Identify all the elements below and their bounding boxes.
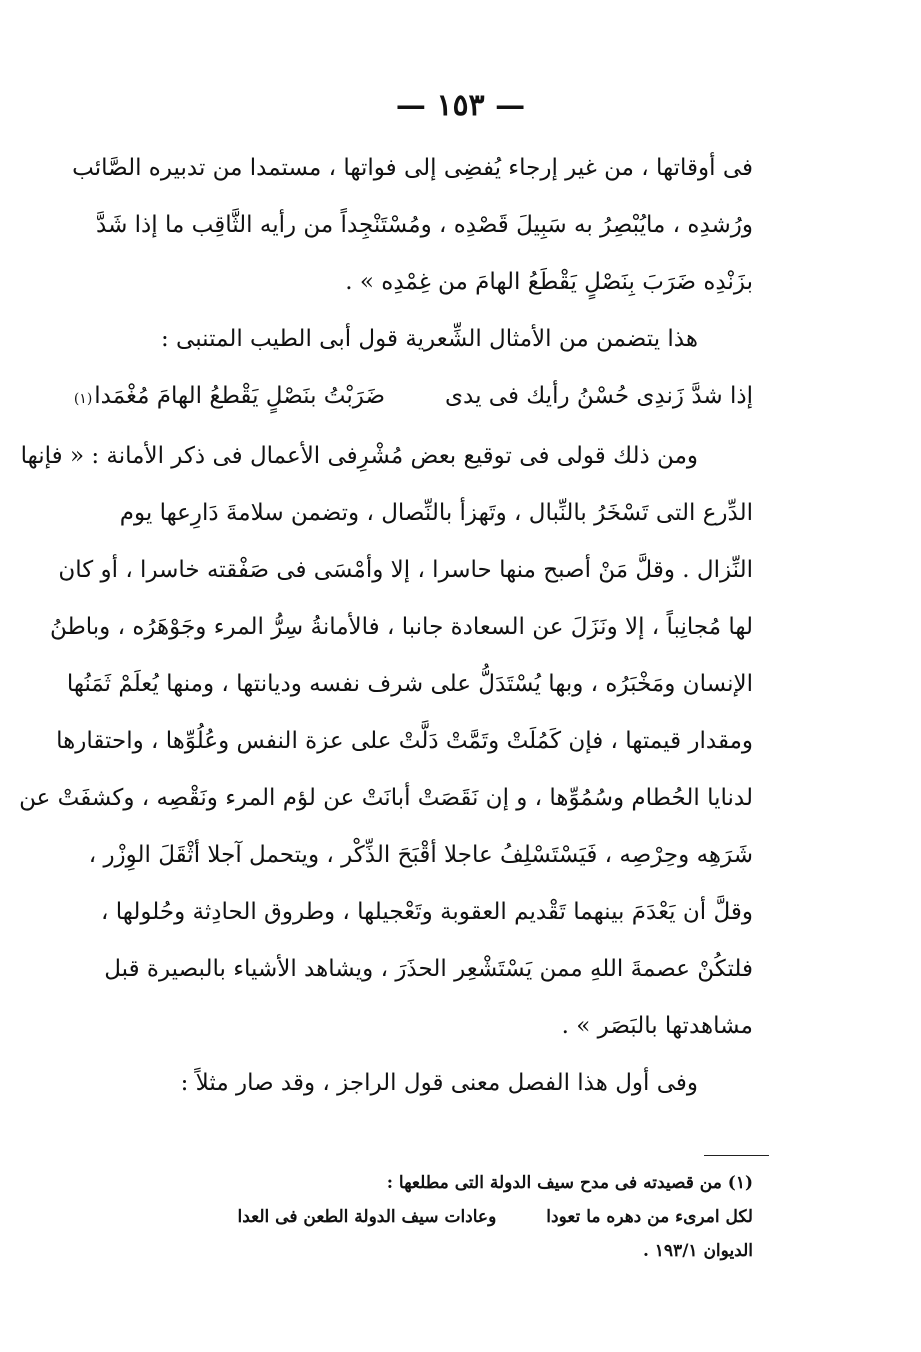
footnote-reference: (١) xyxy=(73,391,93,407)
body-line-1: فى أوقاتها ، من غير إرجاء يُفضِى إلى فواتها ، مستمدا من تدبيره الصَّائب xyxy=(72,155,753,181)
paragraph-line-2: الدِّرع التى تَسْخَرُ بالنِّبال ، وتَهزأ بالنِّصال ، وتضمن سلامةَ دَارِعها يوم xyxy=(119,500,753,526)
page-number: — ١٥٣ — xyxy=(395,88,526,123)
footnote-verse-hemistich-1: لكل امرىء من دهره ما تعودا xyxy=(546,1207,753,1227)
paragraph-line-3: النِّزال . وقلَّ مَنْ أصبح منها حاسرا ، إلا وأمْسَى فى صَفْقته خاسرا ، أو كان xyxy=(58,557,753,583)
footnote-line-3: الديوان ١٩٣/١ . xyxy=(642,1241,753,1261)
paragraph-line-6: ومقدار قيمتها ، فإن كَمُلَتْ وتَمَّتْ دَلَّتْ على عزة النفس وعُلُوِّها ، واحتقارها xyxy=(56,728,753,754)
body-text xyxy=(19,140,753,1112)
body-line-3: بزَنْدِه ضَرَبَ بِنَصْلٍ يَقْطَعُ الهامَ من غِمْدِه » . xyxy=(345,269,753,295)
footnote-divider xyxy=(704,1155,769,1156)
poetry-intro-line: هذا يتضمن من الأمثال الشِّعرية قول أبى الطيب المتنبى : xyxy=(160,326,698,352)
paragraph-line-7: لدنايا الحُطام وسُمُوِّها ، و إن نَقَصَتْ أبانَتْ عن لؤم المرء ونَقْصِه ، وكشفَتْ عن xyxy=(19,785,753,811)
footnotes xyxy=(153,1166,753,1268)
verse-hemistich-2: ضَرَبْتُ بنَصْلٍ يَقْطعُ الهامَ مُغْمَدا xyxy=(94,383,386,409)
paragraph-line-1: ومن ذلك قولى فى توقيع بعض مُشْرِفى الأعمال فى ذكر الأمانة : « فإنها xyxy=(20,443,698,469)
paragraph-line-11: مشاهدتها بالبَصَر » . xyxy=(561,1013,753,1039)
paragraph-line-5: الإنسان ومَخْبَرُه ، وبها يُسْتَدَلُّ على شرف نفسه وديانتها ، ومنها يُعلَمْ ثَمَنُها xyxy=(66,671,753,697)
paragraph-line-9: وقلَّ أن يَعْدَمَ بينهما تَقْديم العقوبة وتَعْجيلها ، وطروق الحادِثة وحُلولها ، xyxy=(101,899,753,925)
paragraph-line-8: شَرَهِه وحِرْصِه ، فَيَسْتَسْلِفُ عاجلا أقْبَحَ الذِّكْر ، ويتحمل آجلا أثْقَلَ الوِزْر ، xyxy=(88,842,753,868)
paragraph-line-4: لها مُجانِباً ، إلا ونَزَلَ عن السعادة جانبا ، فالأمانةُ سِرُّ المرء وجَوْهَرُه ، وباطنُ xyxy=(49,614,753,640)
body-line-2: ورُشدِه ، مايُبْصِرُ به سَبِيلَ قَصْدِه ، ومُسْتَنْجِداً من رأيه الثَّاقِب ما إذا شَدَّ xyxy=(96,212,753,238)
verse-line xyxy=(73,368,753,428)
footnote-line-1: (١) من قصيدته فى مدح سيف الدولة التى مطلعها : xyxy=(386,1173,753,1193)
verse-hemistich-1: إذا شدَّ زَندِى حُسْنُ رأيك فى يدى xyxy=(445,383,753,409)
closing-line: وفى أول هذا الفصل معنى قول الراجز ، وقد صار مثلاً : xyxy=(180,1070,698,1096)
footnote-verse-hemistich-2: وعادات سيف الدولة الطعن فى العدا xyxy=(237,1207,497,1227)
paragraph-line-10: فلتكُنْ عصمةَ اللهِ ممن يَسْتَشْعِر الحذَرَ ، ويشاهد الأشياء بالبصيرة قبل xyxy=(104,956,753,982)
footnote-verse xyxy=(153,1200,753,1234)
